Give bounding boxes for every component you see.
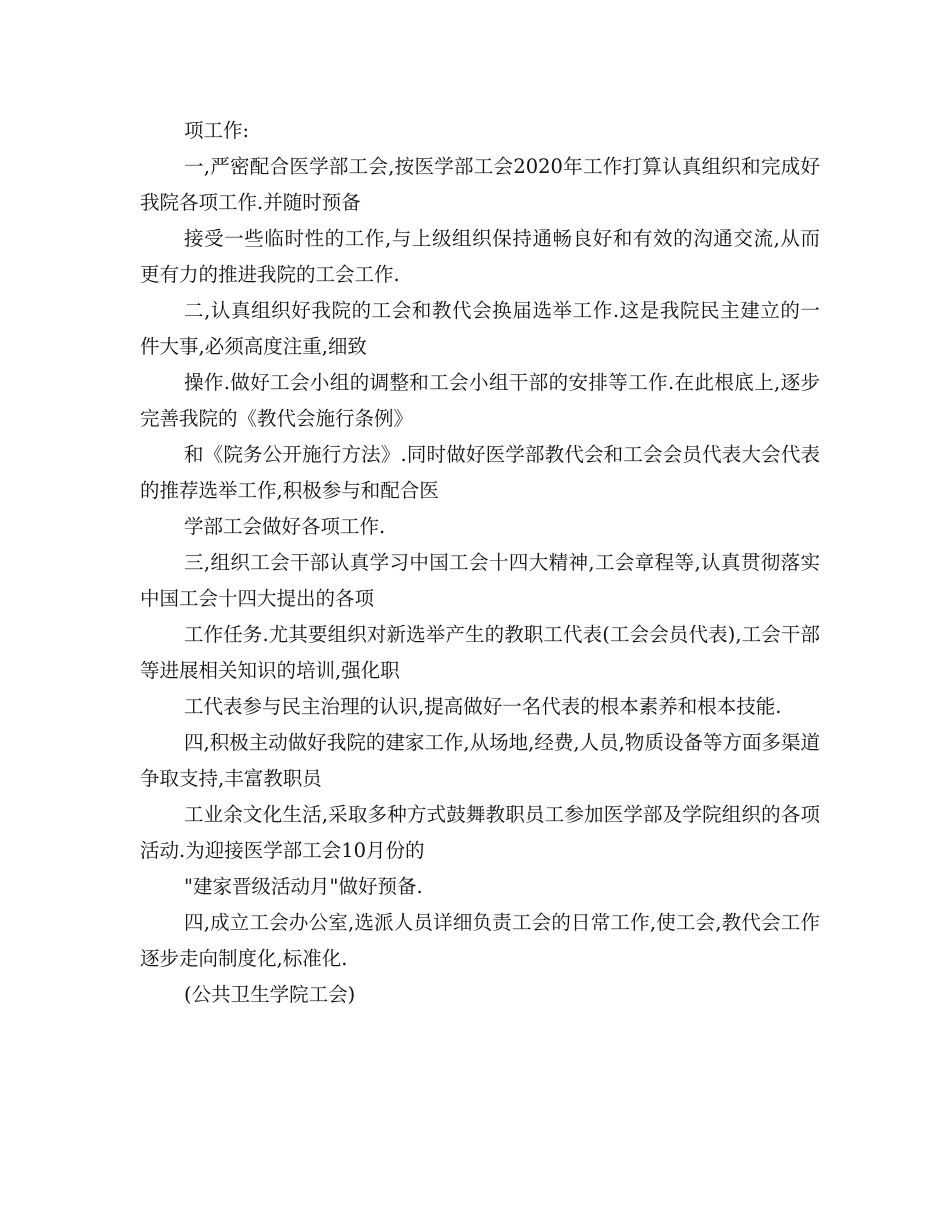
paragraph-item-5: 四,成立工会办公室,选派人员详细负责工会的日常工作,使工会,教代会工作逐步走向制度化,标准化. <box>140 911 820 970</box>
signature-line: (公共卫生学院工会) <box>184 983 356 1006</box>
paragraph-item-1-continued: 接受一些临时性的工作,与上级组织保持通畅良好和有效的沟通交流,从而更有力的推进我院的工会工作. <box>140 227 820 286</box>
paragraph-item-2-continued-3: 学部工会做好各项工作. <box>184 515 386 538</box>
paragraph-item-4-continued-2: "建家晋级活动月"做好预备. <box>184 875 423 898</box>
paragraph-item-2-continued: 操作.做好工会小组的调整和工会小组干部的安排等工作.在此根底上,逐步完善我院的《教代会施行条例》 <box>140 371 820 430</box>
paragraph-item-1: 一,严密配合医学部工会,按医学部工会2020年工作打算认真组织和完成好我院各项工作.并随时预备 <box>140 155 820 214</box>
paragraph-item-3-continued: 工作任务.尤其要组织对新选举产生的教职工代表(工会会员代表),工会干部等进展相关知识的培训,强化职 <box>140 623 820 682</box>
paragraph-item-2: 二,认真组织好我院的工会和教代会换届选举工作.这是我院民主建立的一件大事,必须高度注重,细致 <box>140 299 820 358</box>
paragraph-item-4-continued: 工业余文化生活,采取多种方式鼓舞教职员工参加医学部及学院组织的各项活动.为迎接医学部工会10月份的 <box>140 803 820 862</box>
paragraph-heading-tail: 项工作: <box>184 119 250 142</box>
paragraph-item-3: 三,组织工会干部认真学习中国工会十四大精神,工会章程等,认真贯彻落实中国工会十四大提出的各项 <box>140 551 820 610</box>
paragraph-item-2-continued-2: 和《院务公开施行方法》.同时做好医学部教代会和工会会员代表大会代表的推荐选举工作,积极参与和配合医 <box>140 443 820 502</box>
paragraph-item-4: 四,积极主动做好我院的建家工作,从场地,经费,人员,物质设备等方面多渠道争取支持,丰富教职员 <box>140 731 820 790</box>
paragraph-item-3-continued-2: 工代表参与民主治理的认识,提高做好一名代表的根本素养和根本技能. <box>184 695 782 718</box>
document-body <box>140 113 820 1013</box>
